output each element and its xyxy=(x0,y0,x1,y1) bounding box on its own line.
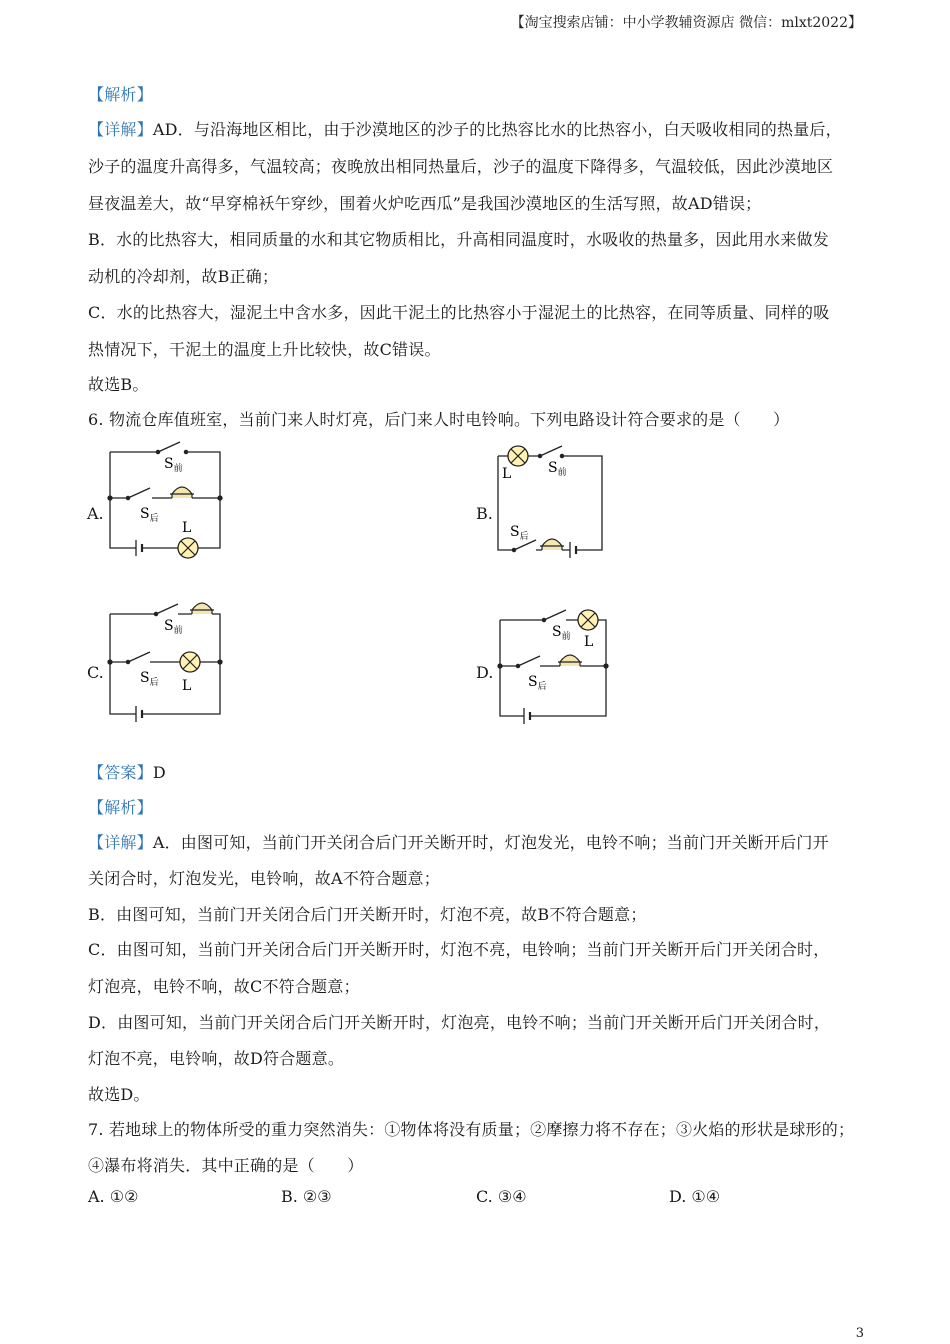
bell-icon xyxy=(170,487,194,498)
q5-conclusion: 故选B。 xyxy=(88,375,149,394)
q5-detail-line-3: 昼夜温差大，故“早穿棉袄午穿纱，围着火炉吃西瓜”是我国沙漠地区的生活写照，故AD错误； xyxy=(88,194,762,213)
q6-conclusion: 故选D。 xyxy=(88,1085,150,1104)
choice-c: C. ③④ xyxy=(476,1187,527,1206)
switch-subscript: 前 xyxy=(173,464,183,474)
choice-d: D. ①④ xyxy=(669,1187,721,1206)
option-a-label: A. xyxy=(87,504,104,523)
switch-label: S xyxy=(552,624,562,640)
q5-detail-line-2: 沙子的温度升高得多，气温较高；夜晚放出相同热量后，沙子的温度下降得多，气温较低，因此沙漠地区 xyxy=(88,157,834,176)
option-b-label: B. xyxy=(476,504,493,523)
svg-text:S前 xyxy=(164,456,183,474)
page-number: 3 xyxy=(855,1326,864,1341)
choice-b: B. ②③ xyxy=(281,1187,332,1206)
q6-answer xyxy=(88,760,166,783)
lamp-icon xyxy=(508,446,528,466)
q6-detail-line-7: 灯泡不亮，电铃响，故D符合题意。 xyxy=(88,1049,345,1068)
q5-detail-line-4: B．水的比热容大，相同质量的水和其它物质相比，升高相同温度时，水吸收的热量多，因此用水来做发 xyxy=(88,230,829,249)
q7-stem-line-1: 7. 若地球上的物体所受的重力突然消失：①物体将没有质量；②摩擦力将不存在；③火焰的形状是球形的； xyxy=(88,1120,855,1139)
switch-subscript: 后 xyxy=(149,678,159,688)
q5-detail-line-6: C．水的比热容大，湿泥土中含水多，因此干泥土的比热容小于湿泥土的比热容，在同等质量、同样的吸 xyxy=(88,303,830,322)
page-header: 【淘宝搜索店铺：中小学教辅资源店 微信：mlxt2022】 xyxy=(510,15,862,31)
switch-subscript: 前 xyxy=(173,626,183,636)
switch-label: S xyxy=(548,460,558,476)
lamp-label: L xyxy=(584,634,594,650)
q5-detail-line-1: 【详解】AD．与沿海地区相比，由于沙漠地区的沙子的比热容比水的比热容小，白天吸收相同的热量后， xyxy=(88,120,842,139)
option-c-label: C. xyxy=(87,663,104,682)
q5-detail-line-7: 热情况下，干泥土的温度上升比较快，故C错误。 xyxy=(88,340,441,359)
lamp-icon xyxy=(180,652,200,672)
q6-stem: 6. 物流仓库值班室，当前门来人时灯亮，后门来人时电铃响。下列电路设计符合要求的是（ ） xyxy=(88,410,790,429)
switch-label: S xyxy=(528,674,538,690)
q6-detail-line-2: 关闭合时，灯泡发光，电铃响，故A不符合题意； xyxy=(88,869,440,888)
bell-icon xyxy=(558,655,582,666)
circuit-diagram-d xyxy=(490,596,615,726)
option-d-label: D. xyxy=(476,663,494,682)
answer-tag: 【答案】 xyxy=(88,763,153,782)
switch-subscript: 后 xyxy=(537,682,547,692)
lamp-label: L xyxy=(182,520,192,536)
bell-icon xyxy=(540,539,564,550)
svg-text:S前 xyxy=(548,460,567,478)
lamp-label: L xyxy=(502,466,512,482)
lamp-label: L xyxy=(182,678,192,694)
bell-icon xyxy=(190,603,214,614)
circuit-diagram-c xyxy=(100,596,230,726)
choice-a: A. ①② xyxy=(88,1187,139,1206)
circuit-diagram-b xyxy=(490,436,615,566)
switch-label: S xyxy=(164,456,174,472)
svg-text:S后 xyxy=(510,524,529,542)
lamp-icon xyxy=(578,610,598,630)
switch-label: S xyxy=(140,506,150,522)
lamp-icon xyxy=(178,538,198,558)
svg-text:S后 xyxy=(140,506,159,524)
q6-detail-line-4: C．由图可知，当前门开关闭合后门开关断开时，灯泡不亮，电铃响；当前门开关断开后门开关闭合时， xyxy=(88,940,830,959)
q6-detail-line-6: D．由图可知，当前门开关闭合后门开关断开时，灯泡亮，电铃不响；当前门开关断开后门开关闭合时， xyxy=(88,1013,831,1032)
svg-text:S后 xyxy=(528,674,547,692)
q6-detail-line-5: 灯泡亮，电铃不响，故C不符合题意； xyxy=(88,977,360,996)
detail-tag: 【详解】 xyxy=(88,833,153,852)
switch-subscript: 前 xyxy=(557,468,567,478)
svg-text:S前 xyxy=(164,618,183,636)
svg-text:S前 xyxy=(552,624,571,642)
answer-value: D xyxy=(152,763,166,782)
circuit-diagram-a xyxy=(100,436,230,566)
q6-detail-line-3: B．由图可知，当前门开关闭合后门开关断开时，灯泡不亮，故B不符合题意； xyxy=(88,905,647,924)
switch-subscript: 前 xyxy=(561,632,571,642)
switch-label: S xyxy=(510,524,520,540)
detail-tag: 【详解】 xyxy=(88,120,153,139)
switch-subscript: 后 xyxy=(149,514,159,524)
svg-text:S后 xyxy=(140,670,159,688)
switch-subscript: 后 xyxy=(519,532,529,542)
switch-label: S xyxy=(164,618,174,634)
q7-stem-line-2: ④瀑布将消失．其中正确的是（ ） xyxy=(88,1156,364,1175)
q5-detail-line-5: 动机的冷却剂，故B正确； xyxy=(88,267,279,286)
analysis-tag: 【解析】 xyxy=(88,798,153,817)
analysis-tag: 【解析】 xyxy=(88,85,153,104)
switch-label: S xyxy=(140,670,150,686)
q6-detail-line-1: 【详解】A．由图可知，当前门开关闭合后门开关断开时，灯泡发光，电铃不响；当前门开关断开后门开 xyxy=(88,833,829,852)
